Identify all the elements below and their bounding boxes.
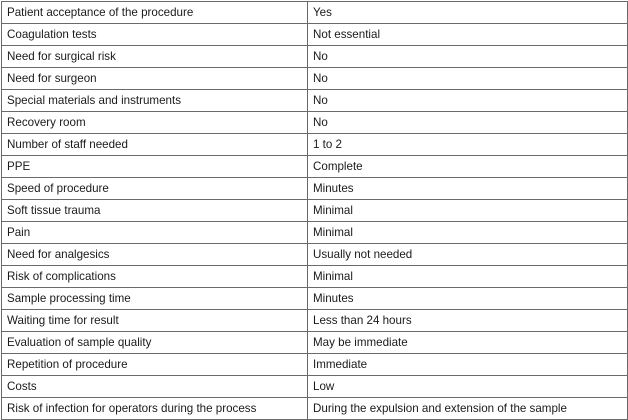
row-parameter: Costs [2,376,308,398]
row-parameter: Soft tissue trauma [2,200,308,222]
table-row [2,46,628,68]
row-value: Minutes [308,178,628,200]
row-value: Yes [308,2,628,24]
table-row [2,200,628,222]
table-row [2,178,628,200]
row-parameter: Waiting time for result [2,310,308,332]
table-row [2,310,628,332]
table-row [2,68,628,90]
row-value: Complete [308,156,628,178]
row-value: No [308,112,628,134]
row-parameter: Patient acceptance of the procedure [2,2,308,24]
row-parameter: Number of staff needed [2,134,308,156]
table-row [2,156,628,178]
row-value: Low [308,376,628,398]
table-row [2,398,628,420]
row-value: Usually not needed [308,244,628,266]
row-value: No [308,46,628,68]
table-row [2,244,628,266]
row-value: Less than 24 hours [308,310,628,332]
table-row [2,2,628,24]
row-value: Minutes [308,288,628,310]
table-row [2,222,628,244]
row-value: No [308,68,628,90]
row-parameter: Coagulation tests [2,24,308,46]
row-parameter: Speed of procedure [2,178,308,200]
table-row [2,288,628,310]
row-value: No [308,90,628,112]
row-value: 1 to 2 [308,134,628,156]
row-value: During the expulsion and extension of the sample [308,398,628,420]
row-parameter: Risk of infection for operators during the process [2,398,308,420]
table-row [2,376,628,398]
row-parameter: Evaluation of sample quality [2,332,308,354]
table-row [2,354,628,376]
row-value: Minimal [308,200,628,222]
row-parameter: Recovery room [2,112,308,134]
row-parameter: Need for analgesics [2,244,308,266]
row-parameter: PPE [2,156,308,178]
row-parameter: Special materials and instruments [2,90,308,112]
row-parameter: Repetition of procedure [2,354,308,376]
row-value: May be immediate [308,332,628,354]
table-row [2,134,628,156]
row-parameter: Pain [2,222,308,244]
row-parameter: Sample processing time [2,288,308,310]
row-parameter: Risk of complications [2,266,308,288]
table-row [2,266,628,288]
row-parameter: Need for surgeon [2,68,308,90]
table-row [2,24,628,46]
row-value: Immediate [308,354,628,376]
row-value: Minimal [308,222,628,244]
row-parameter: Need for surgical risk [2,46,308,68]
table-row [2,332,628,354]
row-value: Minimal [308,266,628,288]
table-row [2,90,628,112]
row-value: Not essential [308,24,628,46]
comparison-table [1,1,628,420]
table-row [2,112,628,134]
